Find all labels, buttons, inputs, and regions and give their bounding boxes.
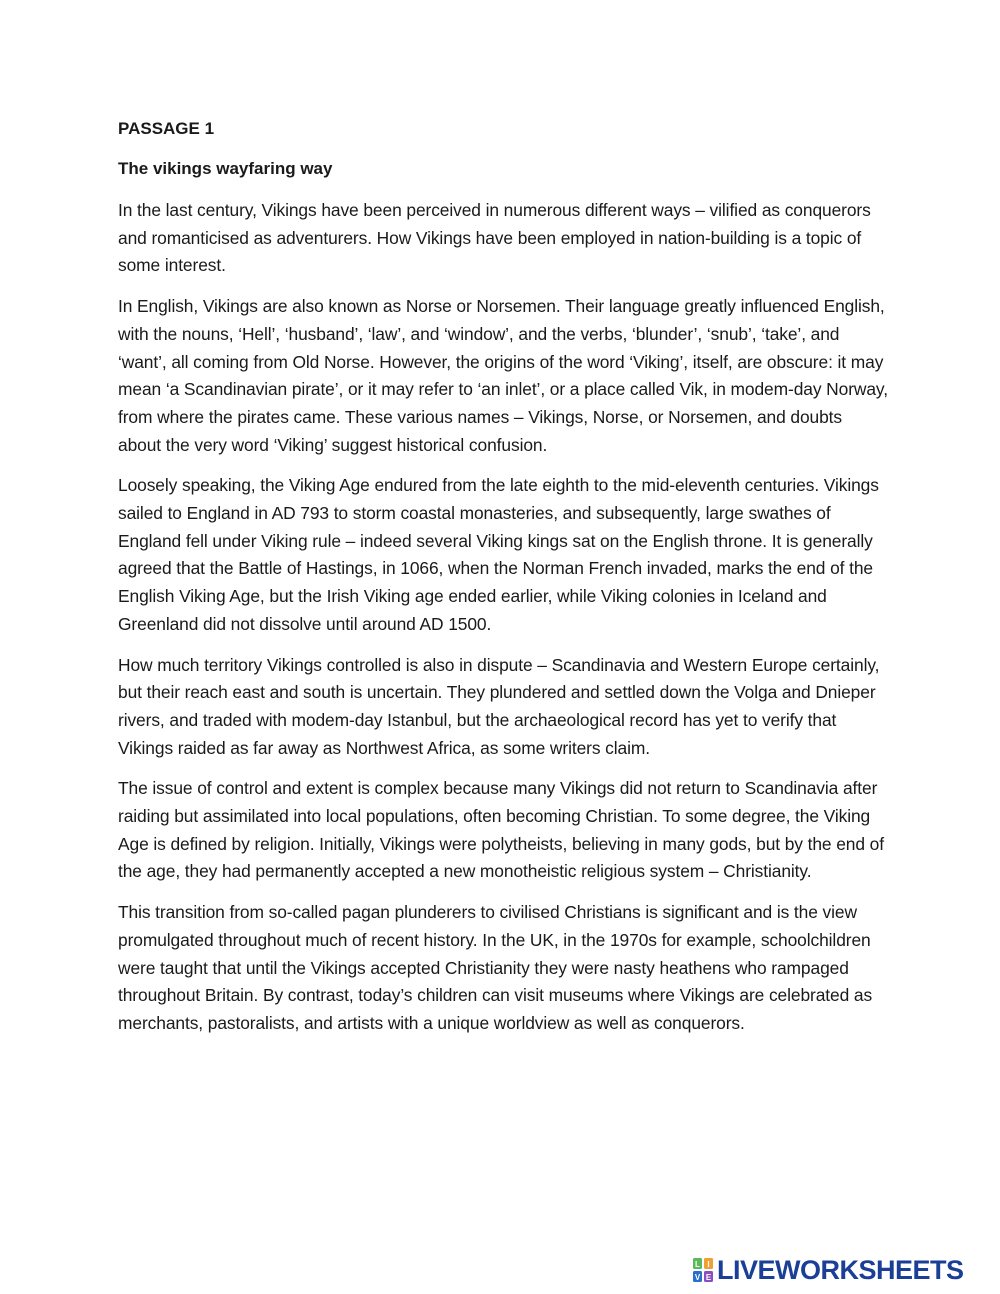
logo-text: LIVEWORKSHEETS	[717, 1254, 964, 1285]
svg-text:L: L	[695, 1260, 700, 1269]
paragraph-4: How much territory Vikings controlled is also in dispute – Scandinavia and Western Europe certainly, but their reach east and south is uncertain. They plundered and settled down the Volga and Dnieper rivers, and traded with modem-day Istanbul, but the archaeological record has yet to verify that Vikings raided as far away as Northwest Africa, as some writers claim.	[118, 654, 880, 758]
paragraph-2: In English, Vikings are also known as Norse or Norsemen. Their language greatly influenced English, with the nouns, ‘Hell’, ‘husband’, ‘law’, and ‘window’, and the verbs, ‘blunder’, ‘snub’, ‘take’, and ‘want’, all coming from Old Norse. However, the origins of the word ‘Viking’, itself, are obscure: it may mean ‘a Scandinavian pirate’, or it may refer to ‘an inlet’, or a place called Vik, in modem-day Norway, from where the pirates came. These various names – Vikings, Norse, or Norsemen, and doubts about the very word ‘Viking’ suggest historical confusion.	[118, 296, 888, 455]
svg-text:E: E	[705, 1273, 712, 1282]
paragraph-6: This transition from so-called pagan plunderers to civilised Christians is significant and is the view promulgated throughout much of recent history. In the UK, in the 1970s for example, schoolchildren were taught that until the Vikings accepted Christianity they were nasty heathens who rampaged throughout Britain. By contrast, today’s children can visit museums where Vikings are celebrated as merchants, pastoralists, and artists with a unique worldview as well as conquerors.	[118, 902, 873, 1033]
passage-label: PASSAGE 1	[118, 119, 215, 138]
liveworksheets-logo[interactable]	[693, 1255, 964, 1285]
paragraph-3: Loosely speaking, the Viking Age endured from the late eighth to the mid-eleventh centuries. Vikings sailed to England in AD 793 to storm coastal monasteries, and subsequently, large swathes of England fell under Viking rule – indeed several Viking kings sat on the English throne. It is generally agreed that the Battle of Hastings, in 1066, when the Norman French invaded, marks the end of the English Viking Age, but the Irish Viking age ended earlier, while Viking colonies in Iceland and Greenland did not dissolve until around AD 1500.	[118, 475, 879, 634]
passage-title: The vikings wayfaring way	[118, 159, 333, 178]
svg-text:I: I	[707, 1260, 710, 1269]
passage-container	[118, 117, 888, 1051]
paragraph-1: In the last century, Vikings have been perceived in numerous different ways – vilified as conquerors and romanticised as adventurers. How Vikings have been employed in nation-building is a topic of some interest.	[118, 200, 871, 276]
paragraph-5: The issue of control and extent is complex because many Vikings did not return to Scandinavia after raiding but assimilated into local populations, often becoming Christian. To some degree, the Viking Age is defined by religion. Initially, Vikings were polytheists, believing in many gods, but by the end of the age, they had permanently accepted a new monotheistic religious system – Christianity.	[118, 778, 884, 882]
liveworksheets-mark-icon	[693, 1258, 713, 1282]
svg-text:V: V	[694, 1273, 701, 1282]
